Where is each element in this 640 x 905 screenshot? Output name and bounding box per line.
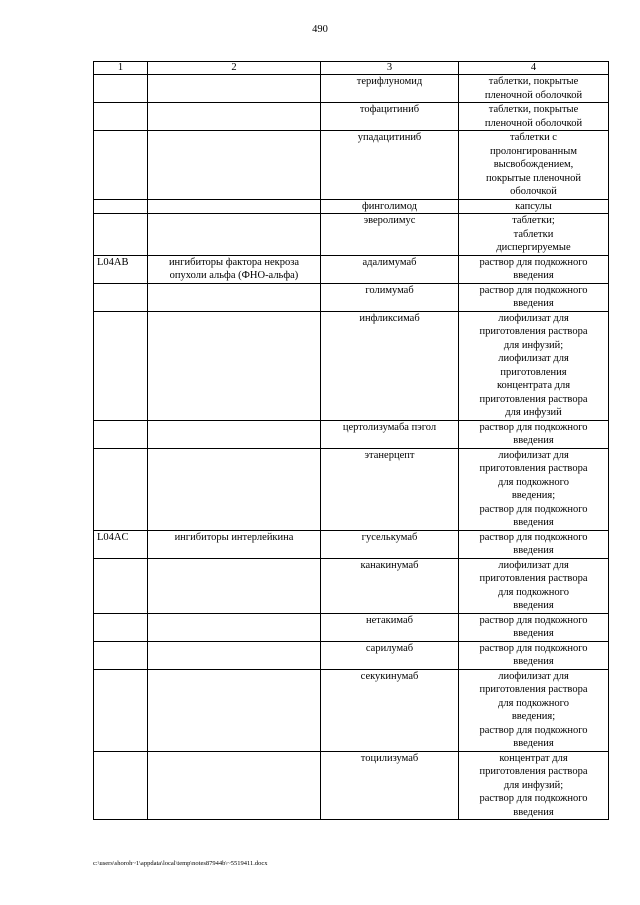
group-name-cell (148, 311, 321, 420)
group-name-line: опухоли альфа (ФНО-альфа) (169, 270, 299, 281)
atc-code-cell (94, 131, 148, 200)
dosage-form-line: капсулы (515, 200, 552, 212)
drug-name-cell: канакинумаб (321, 558, 459, 613)
table-row (94, 199, 609, 214)
dosage-form-line: введения (513, 600, 554, 611)
group-name-cell (148, 283, 321, 311)
dosage-form-line: таблетки (513, 228, 554, 240)
dosage-form-cell (459, 530, 609, 558)
atc-code-cell (94, 669, 148, 751)
group-name-cell (148, 214, 321, 256)
atc-code-cell (94, 613, 148, 641)
dosage-form-line: введения (513, 806, 554, 818)
dosage-form-line: раствор для подкожного (479, 284, 588, 296)
footer-file-path: c:\users\shoroh~1\appdata\local\temp\notes87944b\~5519411.docx (93, 860, 268, 867)
column-header-1: 1 (94, 62, 148, 75)
dosage-form-line: раствор для подкожного (479, 421, 588, 433)
dosage-form-line: введения; (511, 490, 556, 501)
atc-code-cell: L04AB (94, 255, 148, 283)
table-row (94, 669, 609, 751)
group-name-cell (148, 131, 321, 200)
group-name-line: ингибиторы интерлейкина (174, 531, 294, 543)
dosage-form-line: покрытые пленочной (485, 172, 582, 184)
page-number: 490 (312, 24, 328, 35)
atc-code-cell (94, 420, 148, 448)
drug-name-cell: нетакимаб (321, 613, 459, 641)
atc-code-cell (94, 103, 148, 131)
dosage-form-line: для подкожного (498, 586, 569, 598)
dosage-form-line: лиофилизат для (498, 449, 569, 461)
dosage-form-cell (459, 669, 609, 751)
dosage-form-line: приготовления раствора (479, 393, 588, 405)
dosage-form-line: концентрат для (499, 752, 568, 764)
dosage-form-line: пленочной оболочкой (484, 89, 583, 101)
group-name-cell (148, 613, 321, 641)
atc-code-cell (94, 448, 148, 530)
dosage-form-cell (459, 558, 609, 613)
dosage-form-line: раствор для подкожного (479, 642, 588, 654)
atc-code-cell (94, 75, 148, 103)
dosage-form-line: диспергируемые (496, 242, 571, 253)
group-name-cell (148, 199, 321, 214)
drug-name-cell: цертолизумаба пэгол (321, 420, 459, 448)
dosage-form-line: высвобождением, (493, 159, 574, 170)
column-header-3: 3 (321, 62, 459, 75)
group-name-cell (148, 448, 321, 530)
dosage-form-cell (459, 641, 609, 669)
atc-code-cell: L04AC (94, 530, 148, 558)
table-row (94, 420, 609, 448)
table-row (94, 530, 609, 558)
dosage-form-cell (459, 131, 609, 200)
column-header-4: 4 (459, 62, 609, 75)
drug-name-cell: секукинумаб (321, 669, 459, 751)
dosage-form-cell (459, 448, 609, 530)
dosage-form-cell (459, 613, 609, 641)
dosage-form-line: приготовления раствора (479, 326, 588, 337)
drug-name-cell: эверолимус (321, 214, 459, 256)
drug-table (93, 61, 609, 820)
dosage-form-cell (459, 283, 609, 311)
atc-code-cell (94, 558, 148, 613)
dosage-form-cell (459, 255, 609, 283)
dosage-form-line: лиофилизат для (498, 559, 569, 571)
group-name-cell (148, 103, 321, 131)
group-name-cell (148, 558, 321, 613)
atc-code-cell (94, 751, 148, 820)
dosage-form-line: для подкожного (498, 697, 569, 709)
table-row (94, 131, 609, 200)
dosage-form-line: раствор для подкожного (479, 256, 588, 268)
group-name-cell (148, 75, 321, 103)
atc-code-cell (94, 311, 148, 420)
drug-name-cell: голимумаб (321, 283, 459, 311)
group-name-cell (148, 669, 321, 751)
dosage-form-line: таблетки, покрытые (488, 104, 579, 115)
drug-name-cell: гуселькумаб (321, 530, 459, 558)
table-row (94, 311, 609, 420)
dosage-form-line: таблетки, покрытые (488, 76, 579, 87)
drug-name-cell: инфликсимаб (321, 311, 459, 420)
dosage-form-line: раствор для подкожного (479, 531, 588, 543)
table-row (94, 75, 609, 103)
dosage-form-line: приготовления раствора (479, 573, 588, 584)
dosage-form-cell (459, 751, 609, 820)
dosage-form-line: введения (513, 628, 554, 639)
group-name-cell (148, 751, 321, 820)
table-row (94, 103, 609, 131)
dosage-form-line: для инфузий (505, 407, 562, 418)
atc-code-cell (94, 641, 148, 669)
dosage-form-line: раствор для подкожного (479, 503, 588, 515)
dosage-form-line: для инфузий; (503, 779, 564, 791)
atc-code-cell (94, 214, 148, 256)
dosage-form-line: раствор для подкожного (479, 793, 588, 804)
dosage-form-line: введения (513, 656, 554, 667)
drug-name-cell: финголимод (321, 199, 459, 214)
dosage-form-line: пленочной оболочкой (484, 117, 583, 129)
table-row (94, 255, 609, 283)
dosage-form-cell (459, 311, 609, 420)
group-name-cell (148, 420, 321, 448)
atc-code-cell (94, 283, 148, 311)
dosage-form-cell (459, 103, 609, 131)
dosage-form-line: лиофилизат для (498, 670, 569, 682)
drug-name-cell: тоцилизумаб (321, 751, 459, 820)
dosage-form-cell (459, 214, 609, 256)
drug-name-cell: терифлуномид (321, 75, 459, 103)
dosage-form-line: введения (513, 270, 554, 281)
drug-name-cell: адалимумаб (321, 255, 459, 283)
drug-name-cell: сарилумаб (321, 641, 459, 669)
drug-name-cell: упадацитиниб (321, 131, 459, 200)
group-name-line: ингибиторы фактора некроза (168, 256, 300, 268)
table-header-row (94, 62, 609, 75)
dosage-form-line: введения (513, 298, 554, 309)
dosage-form-line: введения (513, 545, 554, 556)
dosage-form-line: оболочкой (510, 186, 557, 197)
dosage-form-line: введения; (511, 711, 556, 722)
dosage-form-line: введения (513, 435, 554, 446)
table-row (94, 283, 609, 311)
dosage-form-line: раствор для подкожного (479, 614, 588, 626)
dosage-form-line: таблетки; (512, 215, 555, 226)
atc-code-cell (94, 199, 148, 214)
table-row (94, 214, 609, 256)
group-name-cell (148, 530, 321, 558)
dosage-form-line: для подкожного (498, 476, 569, 488)
dosage-form-cell (459, 420, 609, 448)
dosage-form-line: раствор для подкожного (479, 724, 588, 736)
dosage-form-line: введения (513, 738, 554, 749)
table-row (94, 558, 609, 613)
table-body (94, 75, 609, 820)
dosage-form-line: для инфузий; (503, 339, 564, 351)
column-header-2: 2 (148, 62, 321, 75)
dosage-form-line: приготовления раствора (479, 766, 588, 777)
table-row (94, 448, 609, 530)
dosage-form-line: приготовления (500, 366, 567, 378)
dosage-form-line: введения (513, 517, 554, 528)
group-name-cell (148, 641, 321, 669)
dosage-form-cell (459, 75, 609, 103)
dosage-form-line: приготовления раствора (479, 463, 588, 474)
dosage-form-line: лиофилизат для (498, 353, 569, 364)
group-name-cell (148, 255, 321, 283)
table-row (94, 641, 609, 669)
dosage-form-line: лиофилизат для (498, 312, 569, 324)
dosage-form-line: пролонгированным (490, 145, 577, 157)
table-row (94, 751, 609, 820)
table-row (94, 613, 609, 641)
dosage-form-cell (459, 199, 609, 214)
drug-name-cell: тофацитиниб (321, 103, 459, 131)
dosage-form-line: таблетки с (510, 132, 557, 143)
dosage-form-line: приготовления раствора (479, 684, 588, 695)
drug-name-cell: этанерцепт (321, 448, 459, 530)
dosage-form-line: концентрата для (496, 380, 571, 391)
